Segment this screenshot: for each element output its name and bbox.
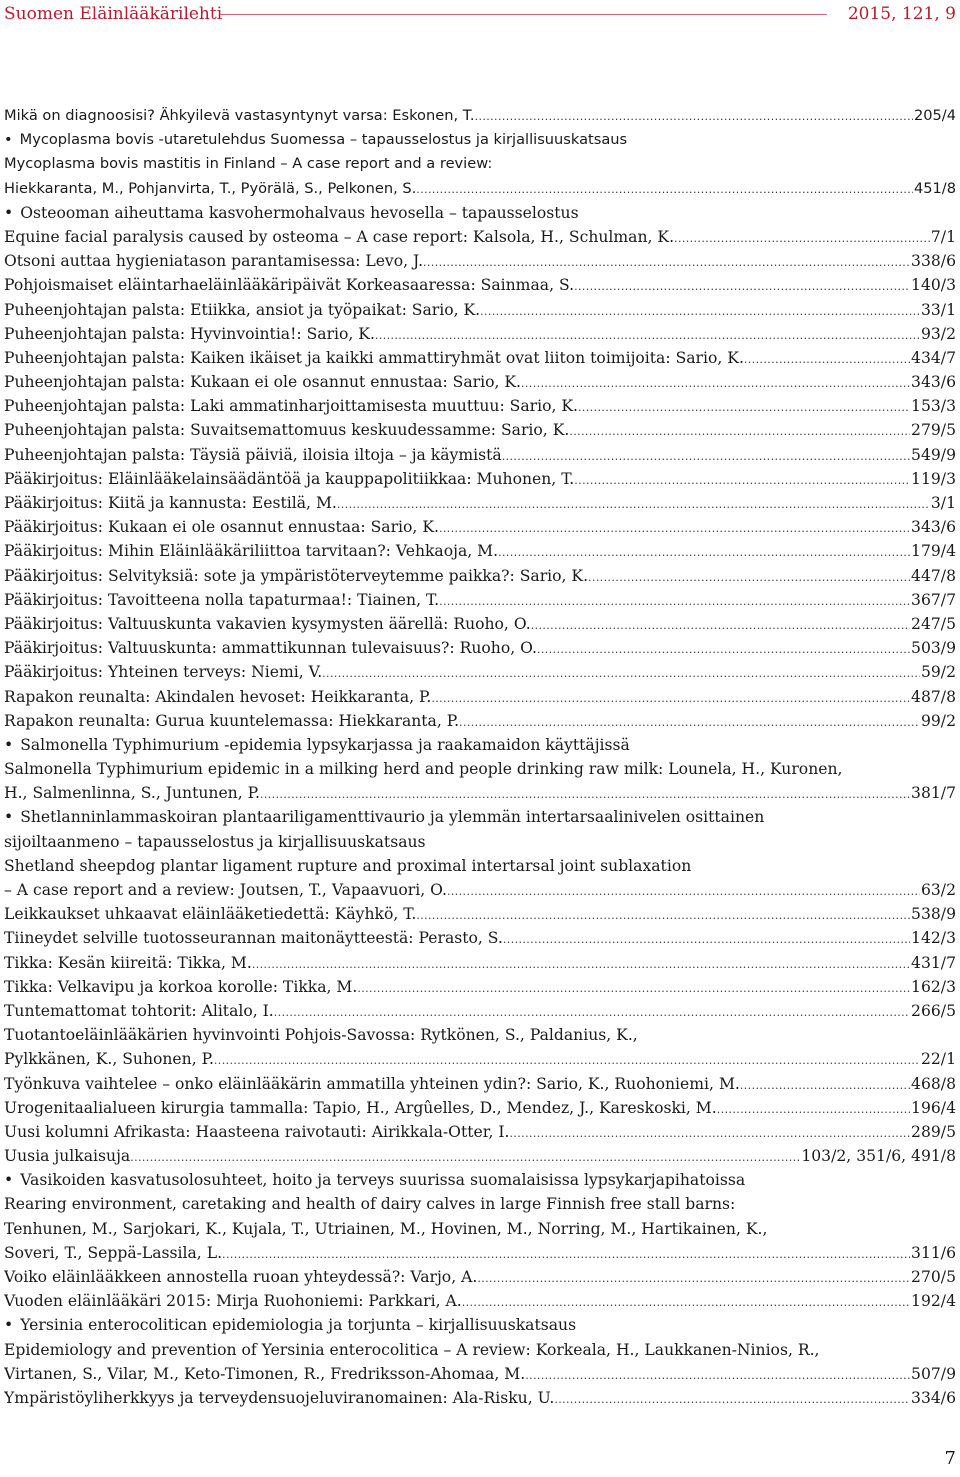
index-entry-page: 33/1 <box>920 300 956 319</box>
index-entry-text: Pääkirjoitus: Kukaan ei ole osannut ennustaa: Sario, K. <box>4 518 439 537</box>
index-line <box>4 902 956 926</box>
index-line <box>4 539 956 563</box>
index-line <box>4 1023 956 1047</box>
index-line <box>4 1362 956 1386</box>
index-entry-text: Tikka: Velkavipu ja korkoa korolle: Tikka, M. <box>4 977 358 996</box>
index-line <box>4 201 956 225</box>
index-entry-text: Shetland sheepdog plantar ligament rupture and proximal intertarsal joint sublaxation <box>4 856 692 875</box>
index-line <box>4 1241 956 1265</box>
index-line <box>4 152 956 176</box>
index-entry-text: Työnkuva vaihtelee – onko eläinlääkärin ammatilla yhteinen ydin?: Sario, K., Ruohoniemi, M. <box>4 1074 740 1093</box>
index-entry-text: Rearing environment, caretaking and health of dairy calves in large Finnish free stall barns: <box>4 1195 736 1214</box>
dot-leader <box>214 1049 920 1071</box>
index-line <box>4 733 956 757</box>
dot-leader <box>740 1074 910 1096</box>
index-entry-text: Puheenjohtajan palsta: Kukaan ei ole osannut ennustaa: Sario, K. <box>4 373 522 392</box>
dot-leader <box>447 880 920 902</box>
index-entry-page: 311/6 <box>911 1243 956 1262</box>
dot-leader <box>252 953 910 975</box>
index-entry-text: Puheenjohtajan palsta: Täysiä päiviä, iloisia iltoja – ja käymistä <box>4 445 502 464</box>
index-line <box>4 805 956 829</box>
index-entry-text: Puheenjohtajan palsta: Etiikka, ansiot ja työpaikat: Sario, K. <box>4 300 481 319</box>
index-entry-text: sijoiltaanmeno – tapausselostus ja kirjallisuuskatsaus <box>4 832 426 851</box>
index-entry-text: H., Salmenlinna, S., Juntunen, P. <box>4 784 260 803</box>
dot-leader <box>525 1364 910 1386</box>
index-line <box>4 636 956 660</box>
index-entry-text: Yersinia enterocolitican epidemiologia ja torjunta – kirjallisuuskatsaus <box>20 1316 577 1335</box>
index-entry-page: 192/4 <box>911 1292 956 1311</box>
index-entry-text: Ympäristöyliherkkyys ja terveydensuojeluviranomainen: Ala-Risku, U. <box>4 1388 555 1407</box>
bullet-icon: • <box>4 131 13 149</box>
index-entry-page: 367/7 <box>911 590 956 609</box>
index-line <box>4 104 956 128</box>
index-line <box>4 830 956 854</box>
dot-leader <box>431 687 910 709</box>
index-entry-page: 153/3 <box>911 397 956 416</box>
index-entry-page: 447/8 <box>911 566 956 585</box>
index-line <box>4 1313 956 1337</box>
index-entry-page: 196/4 <box>911 1098 956 1117</box>
bullet-icon: • <box>4 203 14 222</box>
index-entry-page: 343/6 <box>911 518 956 537</box>
index-line <box>4 128 956 152</box>
index-entry-page: 538/9 <box>911 905 956 924</box>
bullet-icon: • <box>4 1171 14 1190</box>
dot-leader <box>503 928 910 950</box>
dot-leader <box>674 227 930 249</box>
index-line <box>4 1120 956 1144</box>
index-entry-text: Rapakon reunalta: Gurua kuuntelemassa: Hiekkaranta, P. <box>4 711 460 730</box>
dot-leader <box>260 783 910 805</box>
dot-leader <box>578 396 910 418</box>
index-entry-text: Rapakon reunalta: Akindalen hevoset: Heikkaranta, P. <box>4 687 432 706</box>
index-entry-text: Leikkaukset uhkaavat eläinlääketiedettä: Käyhkö, T. <box>4 905 417 924</box>
index-entry-text: Uusi kolumni Afrikasta: Haasteena raivotauti: Airikkala-Otter, I. <box>4 1122 510 1141</box>
index-line <box>4 491 956 515</box>
dot-leader <box>521 372 910 394</box>
index-entry-text: Pääkirjoitus: Kiitä ja kannusta: Eestilä, M. <box>4 494 337 512</box>
index-line <box>4 564 956 588</box>
index-entry-text: Tiineydet selville tuotosseurannan maitonäytteestä: Perasto, S. <box>4 929 503 948</box>
index-entry-text: Pohjoismaiset eläintarhaeläinlääkäripäivät Korkeasaaressa: Sainmaa, S. <box>4 276 575 295</box>
index-line <box>4 612 956 636</box>
index-entry-page: 22/1 <box>920 1050 956 1069</box>
dot-leader <box>439 517 910 539</box>
index-entry-text: Virtanen, S., Vilar, M., Keto-Timonen, R., Fredriksson-Ahomaa, M. <box>4 1364 526 1383</box>
index-entry-page: 205/4 <box>913 107 956 124</box>
index-entry-text: Salmonella Typhimurium epidemic in a milking herd and people drinking raw milk: Lounela, H., Kuronen, <box>4 760 843 779</box>
index-entry-text: Puheenjohtajan palsta: Hyvinvointia!: Sario, K. <box>4 324 375 343</box>
index-line <box>4 1265 956 1289</box>
index-entry-text: Pääkirjoitus: Valtuuskunta: ammattikunnan tulevaisuus?: Ruoho, O. <box>4 639 537 658</box>
index-line <box>4 298 956 322</box>
index-entry-page: 142/3 <box>911 929 956 948</box>
dot-leader <box>477 1267 910 1289</box>
dot-leader <box>423 251 910 273</box>
index-line <box>4 249 956 273</box>
index-entry-text: Tuotantoeläinlääkärien hyvinvointi Pohjois-Savossa: Rytkönen, S., Paldanius, K., <box>4 1026 638 1045</box>
dot-leader <box>509 1122 910 1144</box>
index-entry-page: 93/2 <box>920 324 956 343</box>
index-entry-text: Mikä on diagnoosisi? Ähkyilevä vastasyntynyt varsa: Eskonen, T. <box>4 107 475 124</box>
index-entry-text: Osteooman aiheuttama kasvohermohalvaus hevosella – tapausselostus <box>20 203 579 222</box>
index-entry-text: Voiko eläinlääkkeen annostella ruoan yhteydessä?: Varjo, A. <box>4 1268 478 1286</box>
index-line <box>4 1144 956 1168</box>
index-entry-page: 7/1 <box>930 227 956 246</box>
dot-leader <box>357 977 910 999</box>
index-entry-text: Pääkirjoitus: Yhteinen terveys: Niemi, V. <box>4 663 323 682</box>
page-number: 7 <box>944 1448 956 1469</box>
index-entry-page: 431/7 <box>911 953 956 972</box>
index-entry-text: Pääkirjoitus: Selvityksiä: sote ja ympäristöterveytemme paikka?: Sario, K. <box>4 566 589 585</box>
dot-leader <box>416 178 913 201</box>
index-entry-text: Soveri, T., Seppä-Lassila, L. <box>4 1243 223 1262</box>
index-line <box>4 1047 956 1071</box>
header-rule <box>220 14 827 15</box>
index-line <box>4 1217 956 1241</box>
index-line <box>4 273 956 297</box>
bullet-icon: • <box>4 735 14 754</box>
index-line <box>4 467 956 491</box>
index-entry-page: 3/1 <box>930 494 956 512</box>
index-entry-page: 434/7 <box>911 348 956 367</box>
index-line <box>4 660 956 684</box>
index-entry-text: Vasikoiden kasvatusolosuhteet, hoito ja terveys suurissa suomalaisissa lypsykarjapihatoissa <box>20 1171 746 1190</box>
dot-leader <box>574 469 910 491</box>
dot-leader <box>744 348 910 370</box>
index-line <box>4 394 956 418</box>
dot-leader <box>502 445 910 467</box>
index-entry-text: Mycoplasma bovis -utaretulehdus Suomessa – tapausselostus ja kirjallisuuskatsaus <box>19 131 628 149</box>
dot-leader <box>569 420 910 442</box>
index-entry-text: Pääkirjoitus: Eläinlääkelainsäädäntöä ja kauppapolitiikkaa: Muhonen, T. <box>4 469 575 488</box>
index-entry-text: Shetlanninlammaskoiran plantaariligamenttivaurio ja ylemmän intertarsaalinivelen osittainen <box>20 808 765 827</box>
index-entry-page: 279/5 <box>911 421 956 440</box>
index-entry-page: 162/3 <box>911 977 956 996</box>
index-line <box>4 951 956 975</box>
index-line <box>4 225 956 249</box>
index-entry-text: Equine facial paralysis caused by osteoma – A case report: Kalsola, H., Schulman, K. <box>4 227 675 246</box>
index-entry-text: – A case report and a review: Joutsen, T., Vapaavuori, O. <box>4 881 447 899</box>
index-line <box>4 781 956 805</box>
index-line <box>4 1096 956 1120</box>
index-line <box>4 1338 956 1362</box>
index-line <box>4 709 956 733</box>
index-entry-page: 266/5 <box>911 1001 956 1020</box>
index-line <box>4 685 956 709</box>
index-entry-text: Pääkirjoitus: Tavoitteena nolla tapaturmaa!: Tiainen, T. <box>4 590 440 609</box>
dot-leader <box>717 1098 910 1120</box>
issue-info: 2015, 121, 9 <box>847 4 956 24</box>
index-entry-page: 247/5 <box>911 614 956 633</box>
index-entry-text: Tuntemattomat tohtorit: Alitalo, I. <box>4 1001 274 1020</box>
index-line <box>4 854 956 878</box>
index-entry-text: Uusia julkaisuja <box>4 1147 131 1166</box>
index-line <box>4 975 956 999</box>
index-line <box>4 515 956 539</box>
index-entry-text: Puheenjohtajan palsta: Laki ammatinharjoittamisesta muuttuu: Sario, K. <box>4 397 578 416</box>
index-line <box>4 999 956 1023</box>
index-entry-page: 334/6 <box>911 1388 956 1407</box>
dot-leader <box>531 614 910 636</box>
index-line <box>4 346 956 370</box>
index-line <box>4 878 956 902</box>
index-entry-page: 289/5 <box>911 1122 956 1141</box>
index-entry-text: Puheenjohtajan palsta: Kaiken ikäiset ja kaikki ammattiryhmät ovat liiton toimijoita: Sario, K. <box>4 348 744 367</box>
index-line <box>4 443 956 467</box>
dot-leader <box>337 493 930 515</box>
index-entry-text: Salmonella Typhimurium -epidemia lypsykarjassa ja raakamaidon käyttäjissä <box>20 735 630 754</box>
bullet-icon: • <box>4 808 14 827</box>
index-entry-page: 503/9 <box>911 639 956 658</box>
dot-leader <box>574 275 910 297</box>
dot-leader <box>480 300 920 322</box>
index-list <box>4 104 956 1410</box>
index-entry-text: Epidemiology and prevention of Yersinia enterocolitica – A review: Korkeala, H., Laukkanen-Ninios, R., <box>4 1340 820 1359</box>
index-entry-page: 63/2 <box>920 881 956 899</box>
index-line <box>4 322 956 346</box>
index-entry-page: 338/6 <box>911 252 956 271</box>
index-line <box>4 1386 956 1410</box>
dot-leader <box>462 1291 910 1313</box>
dot-leader <box>537 638 910 660</box>
dot-leader <box>498 541 910 563</box>
index-line <box>4 177 956 201</box>
index-entry-page: 99/2 <box>920 711 956 730</box>
index-entry-page: 343/6 <box>911 373 956 392</box>
dot-leader <box>322 662 920 684</box>
index-line <box>4 588 956 612</box>
index-entry-text: Vuoden eläinlääkäri 2015: Mirja Ruohoniemi: Parkkari, A. <box>4 1292 462 1311</box>
index-entry-text: Tenhunen, M., Sarjokari, K., Kujala, T., Utriainen, M., Hovinen, M., Norring, M., Hartikainen, K., <box>4 1219 768 1238</box>
index-entry-text: Tikka: Kesän kiireitä: Tikka, M. <box>4 953 252 972</box>
index-entry-page: 140/3 <box>911 276 956 295</box>
index-line <box>4 926 956 950</box>
index-entry-text: Otsoni auttaa hygieniatason parantamisessa: Levo, J. <box>4 252 424 271</box>
index-line <box>4 418 956 442</box>
index-entry-text: Mycoplasma bovis mastitis in Finland – A case report and a review: <box>4 155 493 173</box>
index-entry-page: 381/7 <box>911 784 956 803</box>
index-entry-text: Pääkirjoitus: Valtuuskunta vakavien kysymysten äärellä: Ruoho, O. <box>4 614 531 633</box>
index-line <box>4 1289 956 1313</box>
journal-title: Suomen Eläinlääkärilehti <box>4 4 223 24</box>
dot-leader <box>475 105 913 128</box>
index-entry-text: Hiekkaranta, M., Pohjanvirta, T., Pyörälä, S., Pelkonen, S. <box>4 179 417 197</box>
dot-leader <box>375 324 920 346</box>
index-entry-page: 59/2 <box>920 663 956 682</box>
bullet-icon: • <box>4 1316 14 1335</box>
dot-leader <box>130 1146 800 1168</box>
dot-leader <box>554 1388 910 1410</box>
dot-leader <box>416 904 910 926</box>
index-entry-text: Pylkkänen, K., Suhonen, P. <box>4 1050 214 1069</box>
index-entry-page: 119/3 <box>911 469 956 488</box>
dot-leader <box>274 1001 910 1023</box>
index-entry-page: 179/4 <box>911 542 956 561</box>
index-line <box>4 1192 956 1216</box>
index-entry-page: 487/8 <box>911 687 956 706</box>
index-line <box>4 370 956 394</box>
dot-leader <box>459 711 920 733</box>
index-line <box>4 1168 956 1192</box>
index-entry-page: 103/2, 351/6, 491/8 <box>801 1147 956 1166</box>
dot-leader <box>439 590 910 612</box>
index-line <box>4 757 956 781</box>
index-entry-text: Urogenitaalialueen kirurgia tammalla: Tapio, H., Argûelles, D., Mendez, J., Kareskoski, M. <box>4 1098 717 1117</box>
index-entry-page: 451/8 <box>913 179 956 197</box>
index-entry-page: 270/5 <box>911 1268 956 1286</box>
index-entry-text: Pääkirjoitus: Mihin Eläinlääkäriliittoa tarvitaan?: Vehkaoja, M. <box>4 542 499 561</box>
index-line <box>4 1072 956 1096</box>
dot-leader <box>222 1243 910 1265</box>
running-header <box>0 0 960 30</box>
index-entry-text: Puheenjohtajan palsta: Suvaitsemattomuus keskuudessamme: Sario, K. <box>4 421 570 440</box>
dot-leader <box>588 566 910 588</box>
index-entry-page: 507/9 <box>911 1364 956 1383</box>
index-entry-page: 549/9 <box>911 445 956 464</box>
index-entry-page: 468/8 <box>911 1074 956 1093</box>
